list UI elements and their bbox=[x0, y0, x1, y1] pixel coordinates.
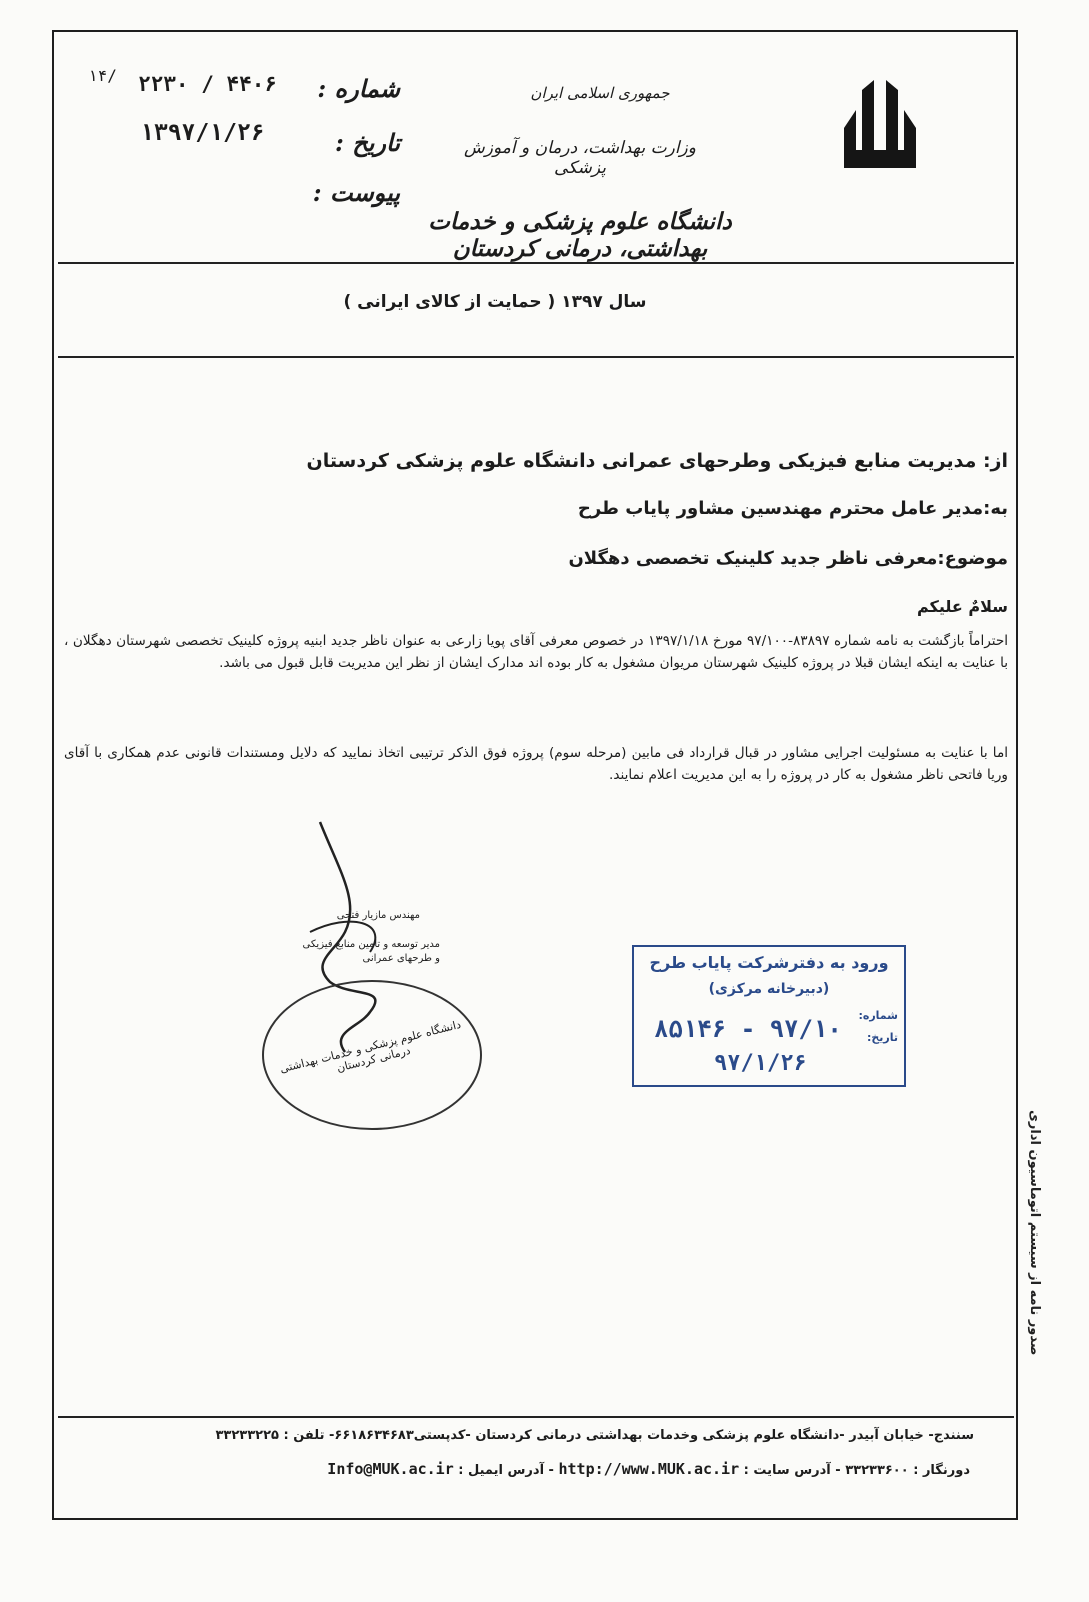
university-logo-icon bbox=[840, 80, 920, 172]
letter-paragraph: احتراماً بازگشت به نامه شماره ۸۳۸۹۷-۹۷/۱۰۰ مورخ ۱۳۹۷/۱/۱۸ در خصوص معرفی آقای پویا زارعی به عنوان ناظر جدید ابنیه پروژه کلینیک تخصصی شهرستان دهگلان ، با عنایت به اینکه ایشان قبلا در پروژه کلینیک شهرستان مریوان مشغول به کار بوده اند مدارک ایشان از نظر این مدیریت قابل قبول می باشد. bbox=[64, 633, 1009, 671]
stamp-date-value: ۹۷/۱/۲۶ bbox=[714, 1051, 807, 1076]
receipt-stamp bbox=[632, 945, 906, 1087]
fax-label: دورنگار : bbox=[913, 1463, 970, 1478]
letter-subject: موضوع:معرفی ناظر جدید کلینیک تخصصی دهگلان bbox=[568, 548, 1008, 569]
letter-number-value: ۲۲۳۰ / ۴۴۰۶ bbox=[138, 72, 278, 96]
year-slogan: سال ۱۳۹۷ ( حمایت از کالای ایرانی ) bbox=[343, 292, 647, 312]
country-name: جمهوری اسلامی ایران bbox=[530, 84, 670, 102]
attachment-label: پیوست : bbox=[312, 178, 400, 207]
site-label: - آدرس سایت : bbox=[743, 1463, 841, 1478]
automation-side-note: صدور نامه از سیستم اتوماسیون اداری bbox=[1027, 1110, 1042, 1356]
seal-text: دانشگاه علوم پزشکی و خدمات بهداشتی درمانی کردستان bbox=[278, 1017, 463, 1076]
email-link[interactable]: Info@MUK.ac.ir bbox=[327, 1460, 454, 1478]
footer-contact bbox=[150, 1460, 970, 1478]
letter-to: به:مدیر عامل محترم مهندسین مشاور پایاب طرح bbox=[577, 498, 1008, 519]
signer-title: مدیر توسعه و تامین منابع فیزیکی و طرحهای عمرانی bbox=[302, 939, 440, 964]
letter-paragraph: اما با عنایت به مسئولیت اجرایی مشاور در قبال قرارداد فی مابین (مرحله سوم) پروژه فوق الذکر ترتیبی اتخاذ نمایید که دلایل ومستندات قانونی عدم همکاری با آقای وریا فاتحی ناظر مشغول به کار در پروژه را به این مدیریت اعلام نمایند. bbox=[64, 745, 1008, 783]
header-divider bbox=[58, 262, 1014, 264]
ministry-name: وزارت بهداشت، درمان و آموزش پزشکی bbox=[464, 138, 696, 178]
university-name: دانشگاه علوم پزشکی و خدمات بهداشتی، درمانی کردستان bbox=[428, 208, 732, 262]
stamp-number-value: ۸۵۱۴۶ - ۹۷/۱۰ bbox=[654, 1015, 842, 1043]
stamp-title: ورود به دفترشرکت پایاب طرح bbox=[649, 953, 889, 972]
number-label: شماره : bbox=[317, 74, 400, 103]
slogan-divider bbox=[58, 356, 1014, 358]
stamp-number-label: شماره: bbox=[858, 1009, 898, 1022]
letter-from: از: مدیریت منابع فیزیکی وطرحهای عمرانی دانشگاه علوم پزشکی کردستان bbox=[306, 450, 1008, 472]
letter-date-value: ۱۳۹۷/۱/۲۶ bbox=[140, 120, 265, 146]
footer-divider bbox=[58, 1416, 1014, 1418]
stamp-date-label: تاریخ: bbox=[866, 1031, 898, 1044]
fax-value: ۳۳۲۳۳۶۰۰ bbox=[845, 1463, 909, 1478]
signer-name: مهندس مازیار فتحی bbox=[336, 910, 420, 921]
reference-value: ۱۴/ bbox=[88, 66, 117, 85]
website-link[interactable]: http://www.MUK.ac.ir bbox=[558, 1460, 740, 1478]
date-label: تاریخ : bbox=[335, 128, 400, 157]
letter-greeting: سلامٌ علیکم bbox=[916, 597, 1008, 616]
footer-address: سنندج- خیابان آبیدر -دانشگاه علوم پزشکی وخدمات بهداشتی درمانی کردستان -کدپستی۶۶۱۸۶۳۴۶۸۳- تلفن : ۳۳۲۳۳۲۲۵ bbox=[215, 1428, 974, 1443]
email-label: - آدرس ایمیل : bbox=[458, 1463, 554, 1478]
stamp-subtitle: (دبیرخانه مرکزی) bbox=[708, 981, 830, 997]
official-seal bbox=[262, 980, 482, 1130]
